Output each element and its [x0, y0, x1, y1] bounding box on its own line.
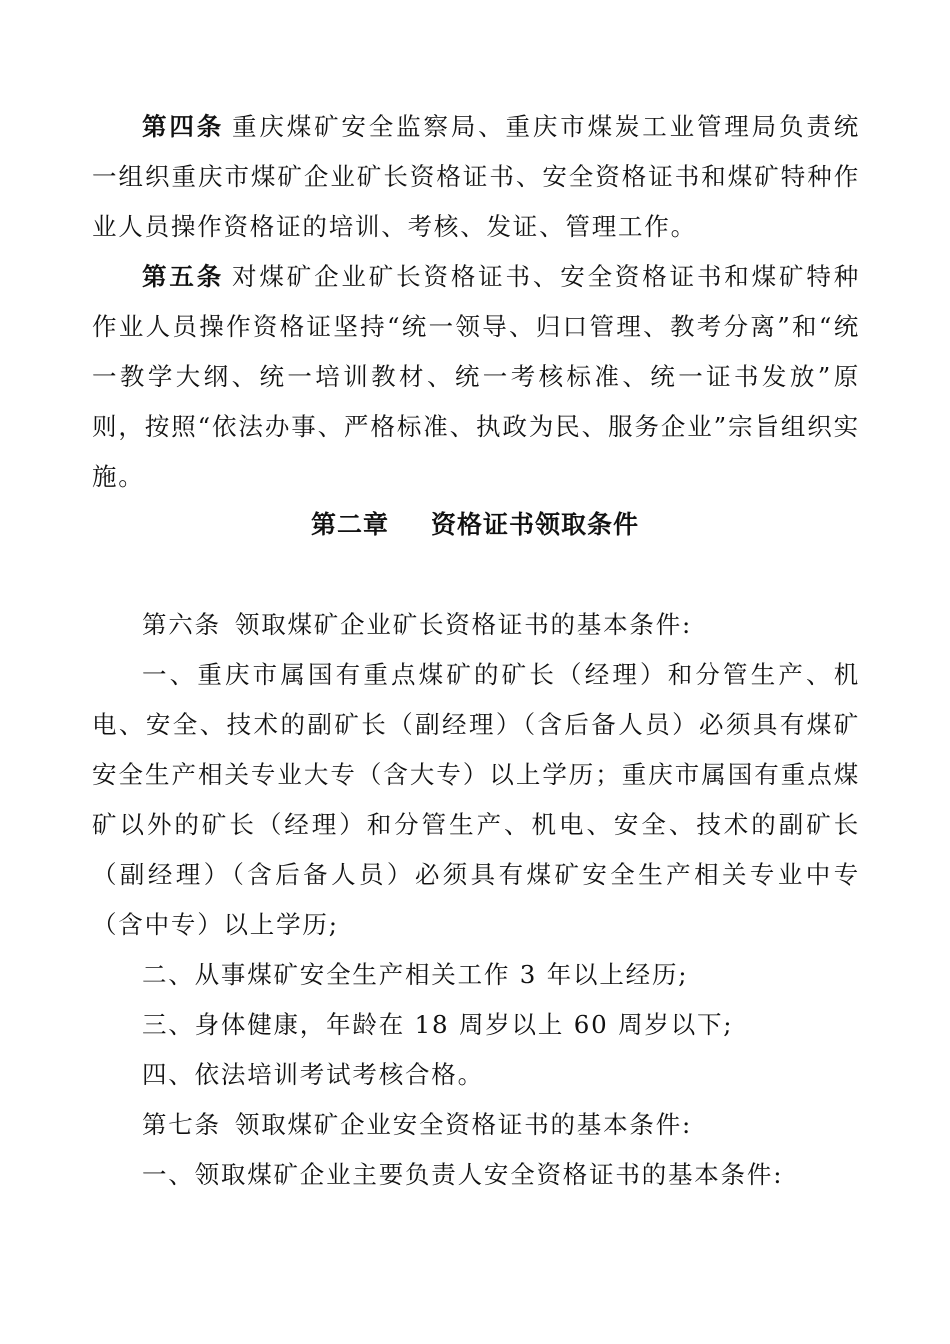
article-5 — [92, 252, 860, 502]
article-5-label: 第五条 — [142, 262, 225, 291]
article-4-text: 重庆煤矿安全监察局、重庆市煤炭工业管理局负责统一组织重庆市煤矿企业矿长资格证书、安全资格证书和煤矿特种作业人员操作资格证的培训、考核、发证、管理工作。 — [92, 112, 860, 241]
article-6-text: 领取煤矿企业矿长资格证书的基本条件: — [234, 610, 693, 639]
article-6 — [92, 600, 860, 650]
article-6-label: 第六条 — [142, 610, 221, 639]
article-6-item-4: 四、依法培训考试考核合格。 — [142, 1060, 484, 1089]
article-6-item-2: 二、从事煤矿安全生产相关工作 3 年以上经历; — [142, 960, 689, 989]
article-6-item-3: 三、身体健康，年龄在 18 周岁以上 60 周岁以下; — [142, 1010, 734, 1039]
article-7 — [92, 1100, 860, 1150]
article-7-label: 第七条 — [142, 1110, 221, 1139]
article-7-item-1: 一、领取煤矿企业主要负责人安全资格证书的基本条件: — [142, 1160, 784, 1189]
article-4 — [92, 102, 860, 252]
article-4-label: 第四条 — [142, 112, 225, 141]
chapter-title: 资格证书领取条件 — [431, 510, 640, 539]
chapter-number: 第二章 — [310, 510, 389, 539]
article-7-text: 领取煤矿企业安全资格证书的基本条件: — [234, 1110, 693, 1139]
chapter-heading — [0, 505, 950, 545]
article-6-item-1: 一、重庆市属国有重点煤矿的矿长（经理）和分管生产、机电、安全、技术的副矿长（副经理）（含后备人员）必须具有煤矿安全生产相关专业大专（含大专）以上学历；重庆市属国有重点煤矿以外的矿长（经理）和分管生产、机电、安全、技术的副矿长（副经理）（含后备人员）必须具有煤矿安全生产相关专业中专（含中专）以上学历; — [92, 660, 860, 939]
article-5-text: 对煤矿企业矿长资格证书、安全资格证书和煤矿特种作业人员操作资格证坚持“统一领导、归口管理、教考分离”和“统一教学大纲、统一培训教材、统一考核标准、统一证书发放”原则，按照“依法办事、严格标准、执政为民、服务企业”宗旨组织实施。 — [92, 262, 861, 491]
